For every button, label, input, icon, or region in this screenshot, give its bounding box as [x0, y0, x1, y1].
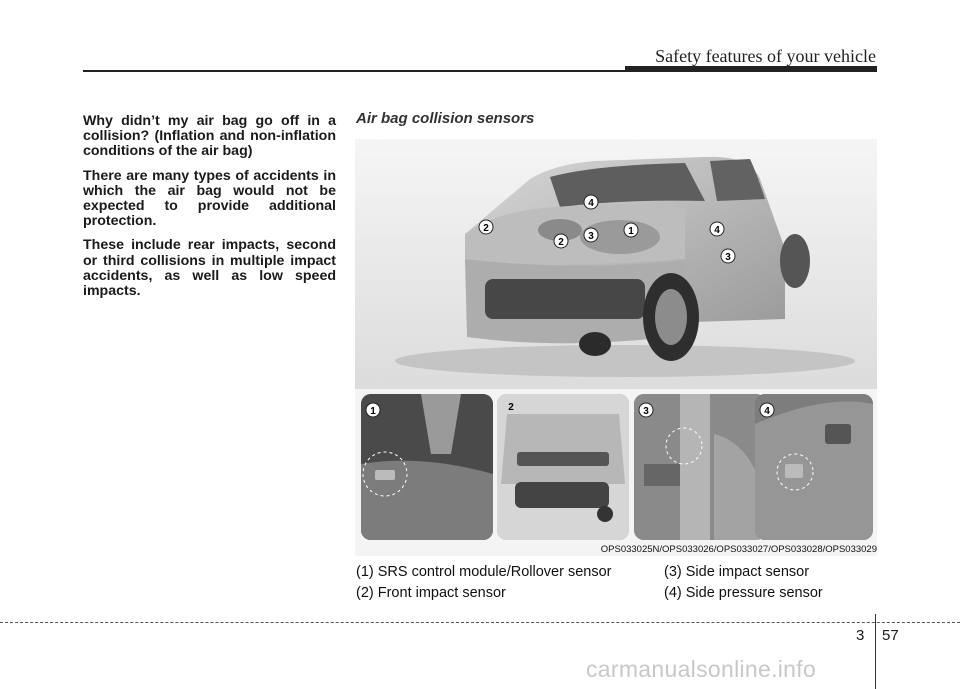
legend-item-2: (2) Front impact sensor: [356, 585, 506, 601]
detail-panel-4: [755, 394, 873, 540]
page-number: 57: [882, 627, 899, 644]
detail-panel-2: [497, 394, 629, 540]
left-column: [83, 114, 336, 308]
marker-2-center: [554, 234, 568, 248]
svg-text:2: 2: [558, 237, 564, 248]
legend-item-3: (3) Side impact sensor: [664, 564, 810, 580]
marker-3-hood: [584, 228, 598, 242]
detail-panel-1: [361, 394, 493, 540]
svg-text:1: 1: [370, 406, 376, 417]
svg-text:3: 3: [643, 406, 649, 417]
svg-text:4: 4: [764, 406, 770, 417]
section-title: Air bag collision sensors: [356, 110, 535, 127]
seat-floor-sensor-icon: [361, 394, 493, 540]
svg-text:4: 4: [714, 225, 720, 236]
legend-item-1: (1) SRS control module/Rollover sensor: [356, 564, 612, 580]
faq-heading: Why didn’t my air bag go off in a collision? (Inflation and non-inflation conditions of the air bag): [83, 113, 336, 160]
svg-text:2: 2: [508, 402, 514, 413]
svg-text:1: 1: [628, 226, 634, 237]
svg-text:2: 2: [483, 223, 489, 234]
figure-code: OPS033025N/OPS033026/OPS033027/OPS033028/OPS033029: [600, 544, 877, 555]
running-header: Safety features of your vehicle: [655, 46, 876, 66]
svg-text:3: 3: [588, 231, 594, 242]
marker-3-side: [721, 249, 735, 263]
legend-item-4: (4) Side pressure sensor: [664, 585, 823, 601]
marker-4-hood: [584, 195, 598, 209]
page-number-separator: [875, 614, 876, 689]
b-pillar-sensor-icon: [634, 394, 766, 540]
legend-left: [356, 562, 611, 604]
marker-4-door: [710, 222, 724, 236]
watermark: carmanualsonline.info: [586, 656, 817, 682]
chapter-number: 3: [856, 627, 865, 644]
footer-rule: [0, 622, 960, 623]
faq-paragraph-1: There are many types of accidents in which the air bag would not be expected to provide additional protection.: [83, 167, 336, 230]
detail-panel-3: [634, 394, 766, 540]
front-bumper-icon: [497, 394, 629, 540]
legend-right: [664, 562, 823, 604]
faq-paragraph-2: These include rear impacts, second or third collisions in multiple impact accidents, as well as low speed impacts.: [83, 237, 336, 300]
door-panel-sensor-icon: [755, 394, 873, 540]
header-rule-accent: [625, 66, 877, 71]
sensor-figure: [355, 139, 877, 556]
car-illustration: [355, 139, 877, 389]
marker-1-front: [624, 223, 638, 237]
svg-text:4: 4: [588, 198, 594, 209]
svg-text:3: 3: [725, 252, 731, 263]
marker-2-left: [479, 220, 493, 234]
